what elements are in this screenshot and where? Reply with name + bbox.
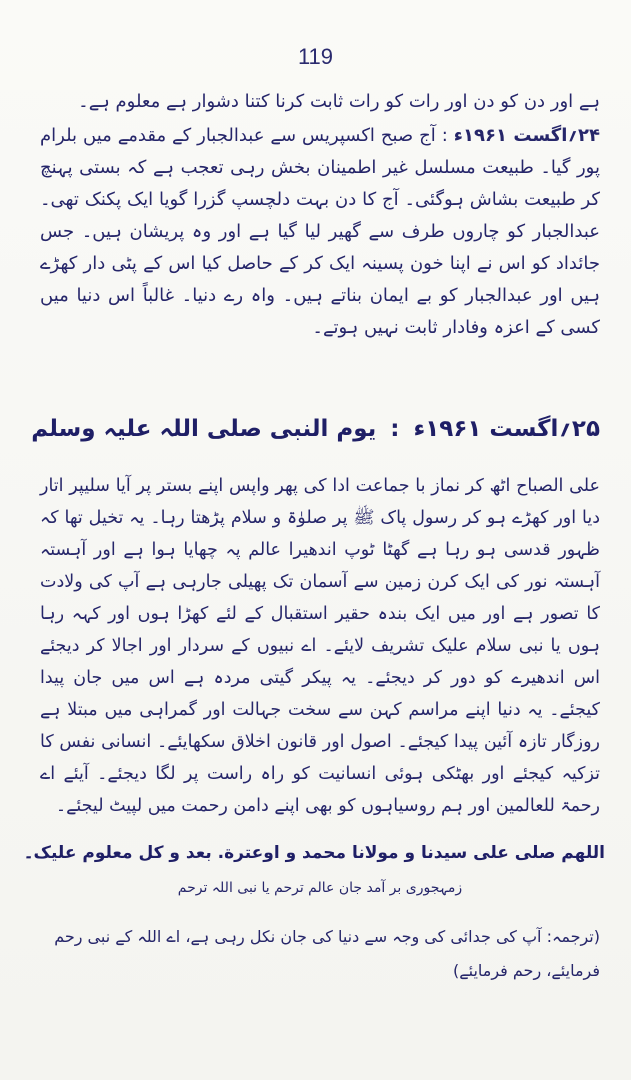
entry-24-date: ۲۴؍اگست ۱۹۶۱ء — [453, 125, 600, 146]
arabic-salutation: اللهم صلی علی سیدنا و مولانا محمد و اوعترة. بعد و کل معلوم علیک۔ — [23, 843, 605, 863]
entry-25-date: ۲۵؍اگست ۱۹۶۱ء — [413, 416, 600, 442]
entry-25-heading — [31, 416, 600, 442]
entry-24-paragraph — [40, 120, 600, 344]
verse-translation — [40, 920, 600, 988]
entry-24-text: آج صبح اکسپریس سے عبدالجبار کے مقدمے میں بلرام پور گیا۔ طبیعت مسلسل غیر اطمینان بخش رہی تعجب ہے کہ بستی پہنچ کر طبیعت بشاش ہوگئی۔ آج کا دن بہت دلچسپ گزرا گویا ایک پکنک تھی۔ عبدالجبار کو چاروں طرف سے گھیر لیا گیا ہے اور وہ پریشان ہیں۔ جس جائداد کو اس نے اپنا خون پسینہ ایک کر کے حاصل کیا اس کے پٹی دار کھڑے ہیں اور عبدالجبار کو بے ایمان بناتے ہیں۔ واہ رے دنیا۔ غالباً اس دنیا میں کسی کے اعزہ وفادار ثابت نہیں ہوتے۔ — [40, 125, 600, 338]
diary-entry-24 — [40, 86, 600, 344]
intro-line: ہے اور دن کو دن اور رات کو رات ثابت کرنا کتنا دشوار ہے معلوم ہے۔ — [78, 91, 600, 112]
entry-25-text: علی الصباح اٹھ کر نماز با جماعت ادا کی پھر واپس اپنے بستر پر آیا سلیپر اتار دیا اور کھڑے ہو کر رسول پاک ﷺ پر صلوٰۃ و سلام پڑھتا رہا۔ یہ تخیل تھا کہ ظہور قدسی ہو رہا ہے گھٹا ٹوپ اندھیرا عالم پہ چھایا ہوا ہے اور آہستہ آہستہ نور کی ایک کرن زمین سے آسمان تک پھیلی جارہی ہے آپ کی ولادت کا تصور ہے اور میں ایک بندہ حقیر استقبال کے لئے کھڑا ہوں اور کہہ رہا ہوں یا نبی سلام علیک تشریف لایئے۔ اے نبیوں کے سردار اور اجالا کر دیجئے اس اندھیرے کو دور کر دیجئے۔ یہ پیکر گیتی مردہ ہے اس میں جان پیدا کیجئے۔ یہ دنیا اپنے مراسم کہن سے سخت جہالت اور گمراہی میں مبتلا ہے روزگار تازہ آئین پیدا کیجئے۔ اصول اور قانون اخلاق سکھایئے۔ انسانی نفس کا تزکیہ کیجئے اور بھٹکی ہوئی انسانیت کو راہ راست پر لگا دیجئے۔ آیئے اے رحمۃ للعالمین اور ہم روسیاہوں کو بھی اپنے دامن رحمت میں لپیٹ لیجئے۔ — [40, 476, 600, 816]
page-number: 119 — [297, 44, 334, 69]
persian-verse: زمہجوری بر آمد جان عالم ترحم یا نبی اللہ ترحم — [177, 880, 463, 896]
translation-line-1: (ترجمہ: آپ کی جدائی کی وجہ سے دنیا کی جان نکل رہی ہے، اے اللہ کے نبی رحم — [54, 927, 600, 946]
entry-25-separator: : — [390, 416, 400, 442]
entry-24-separator: : — [441, 125, 448, 146]
translation-line-2: فرمایئے، رحم فرمایئے) — [453, 961, 600, 980]
entry-25-title: یوم النبی صلی اللہ علیہ وسلم — [31, 416, 377, 442]
